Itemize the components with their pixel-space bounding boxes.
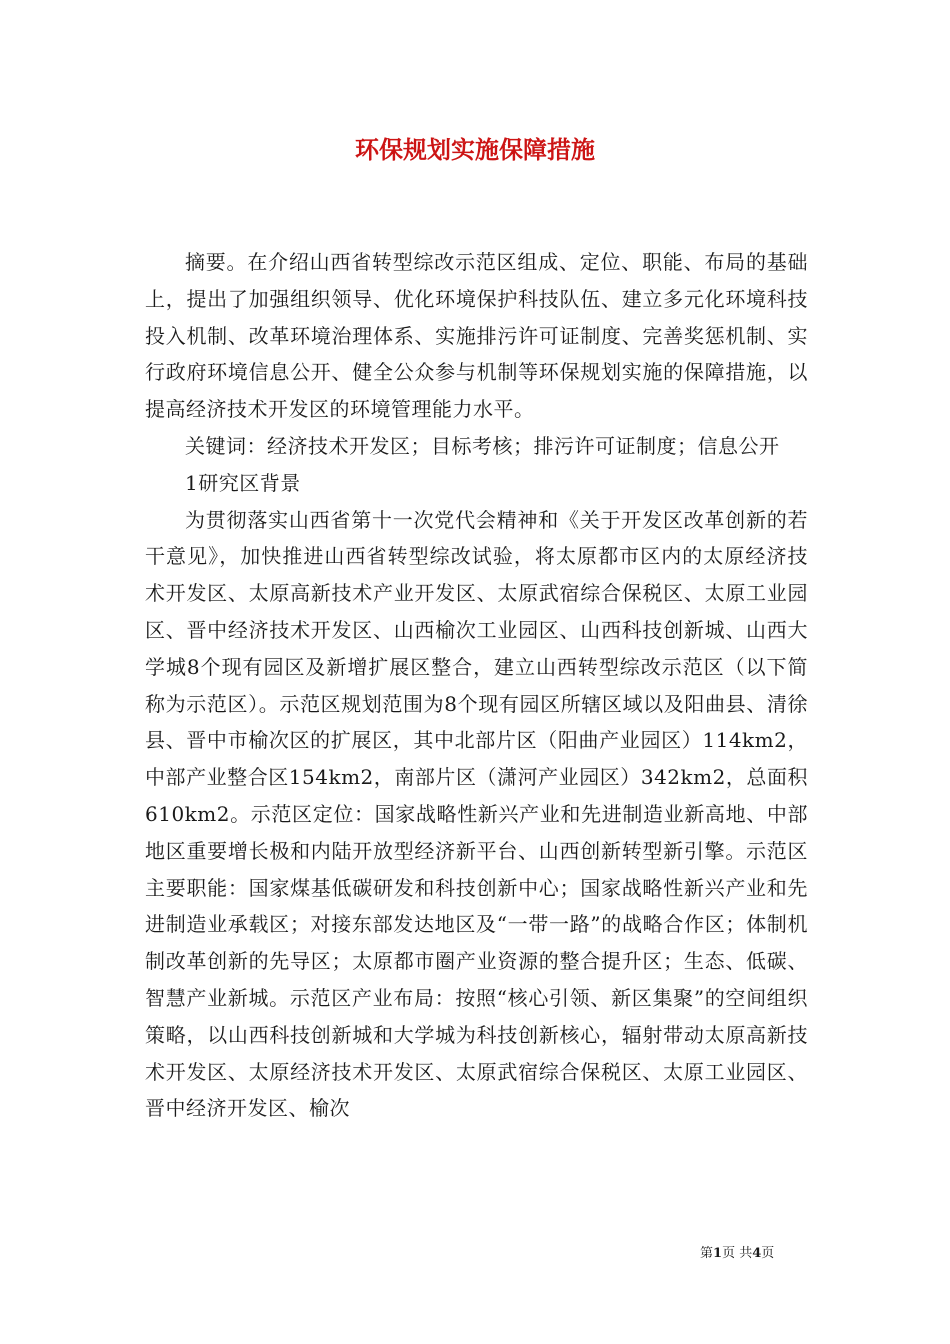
abstract-paragraph: 摘要。在介绍山西省转型综改示范区组成、定位、职能、布局的基础上，提出了加强组织领导、优化环境保护科技队伍、建立多元化环境科技投入机制、改革环境治理体系、实施排污许可证制度、完善奖惩机制、实行政府环境信息公开、健全公众参与机制等环保规划实施的保障措施，以提高经济技术开发区的环境管理能力水平。	[145, 250, 808, 422]
document-title: 环保规划实施保障措施	[355, 135, 595, 164]
footer-middle: 页 共	[722, 1246, 753, 1261]
footer-prefix: 第	[700, 1246, 714, 1261]
keywords-paragraph: 关键词：经济技术开发区；目标考核；排污许可证制度；信息公开	[185, 433, 780, 458]
section-heading: 1研究区背景	[185, 470, 301, 495]
footer-suffix: 页	[761, 1246, 775, 1261]
current-page-number: 1	[713, 1246, 723, 1261]
background-paragraph: 为贯彻落实山西省第十一次党代会精神和《关于开发区改革创新的若干意见》，加快推进山西省转型综改试验，将太原都市区内的太原经济技术开发区、太原高新技术产业开发区、太原武宿综合保税区、太原工业园区、晋中经济技术开发区、山西榆次工业园区、山西科技创新城、山西大学城8个现有园区及新增扩展区整合，建立山西转型综改示范区（以下简称为示范区）。示范区规划范围为8个现有园区所辖区域以及阳曲县、清徐县、晋中市榆次区的扩展区，其中北部片区（阳曲产业园区）114km2，中部产业整合区154km2，南部片区（潇河产业园区）342km2，总面积610km2。示范区定位：国家战略性新兴产业和先进制造业新高地、中部地区重要增长极和内陆开放型经济新平台、山西创新转型新引擎。示范区主要职能：国家煤基低碳研发和科技创新中心；国家战略性新兴产业和先进制造业承载区；对接东部发达地区及“一带一路”的战略合作区；体制机制改革创新的先导区；太原都市圈产业资源的整合提升区；生态、低碳、智慧产业新城。示范区产业布局：按照“核心引领、新区集聚”的空间组织策略，以山西科技创新城和大学城为科技创新核心，辐射带动太原高新技术开发区、太原经济技术开发区、太原武宿综合保税区、太原工业园区、晋中经济开发区、榆次	[145, 507, 808, 1121]
total-page-number: 4	[752, 1246, 762, 1261]
page-number-footer	[700, 1245, 840, 1263]
document-body	[145, 244, 808, 1127]
